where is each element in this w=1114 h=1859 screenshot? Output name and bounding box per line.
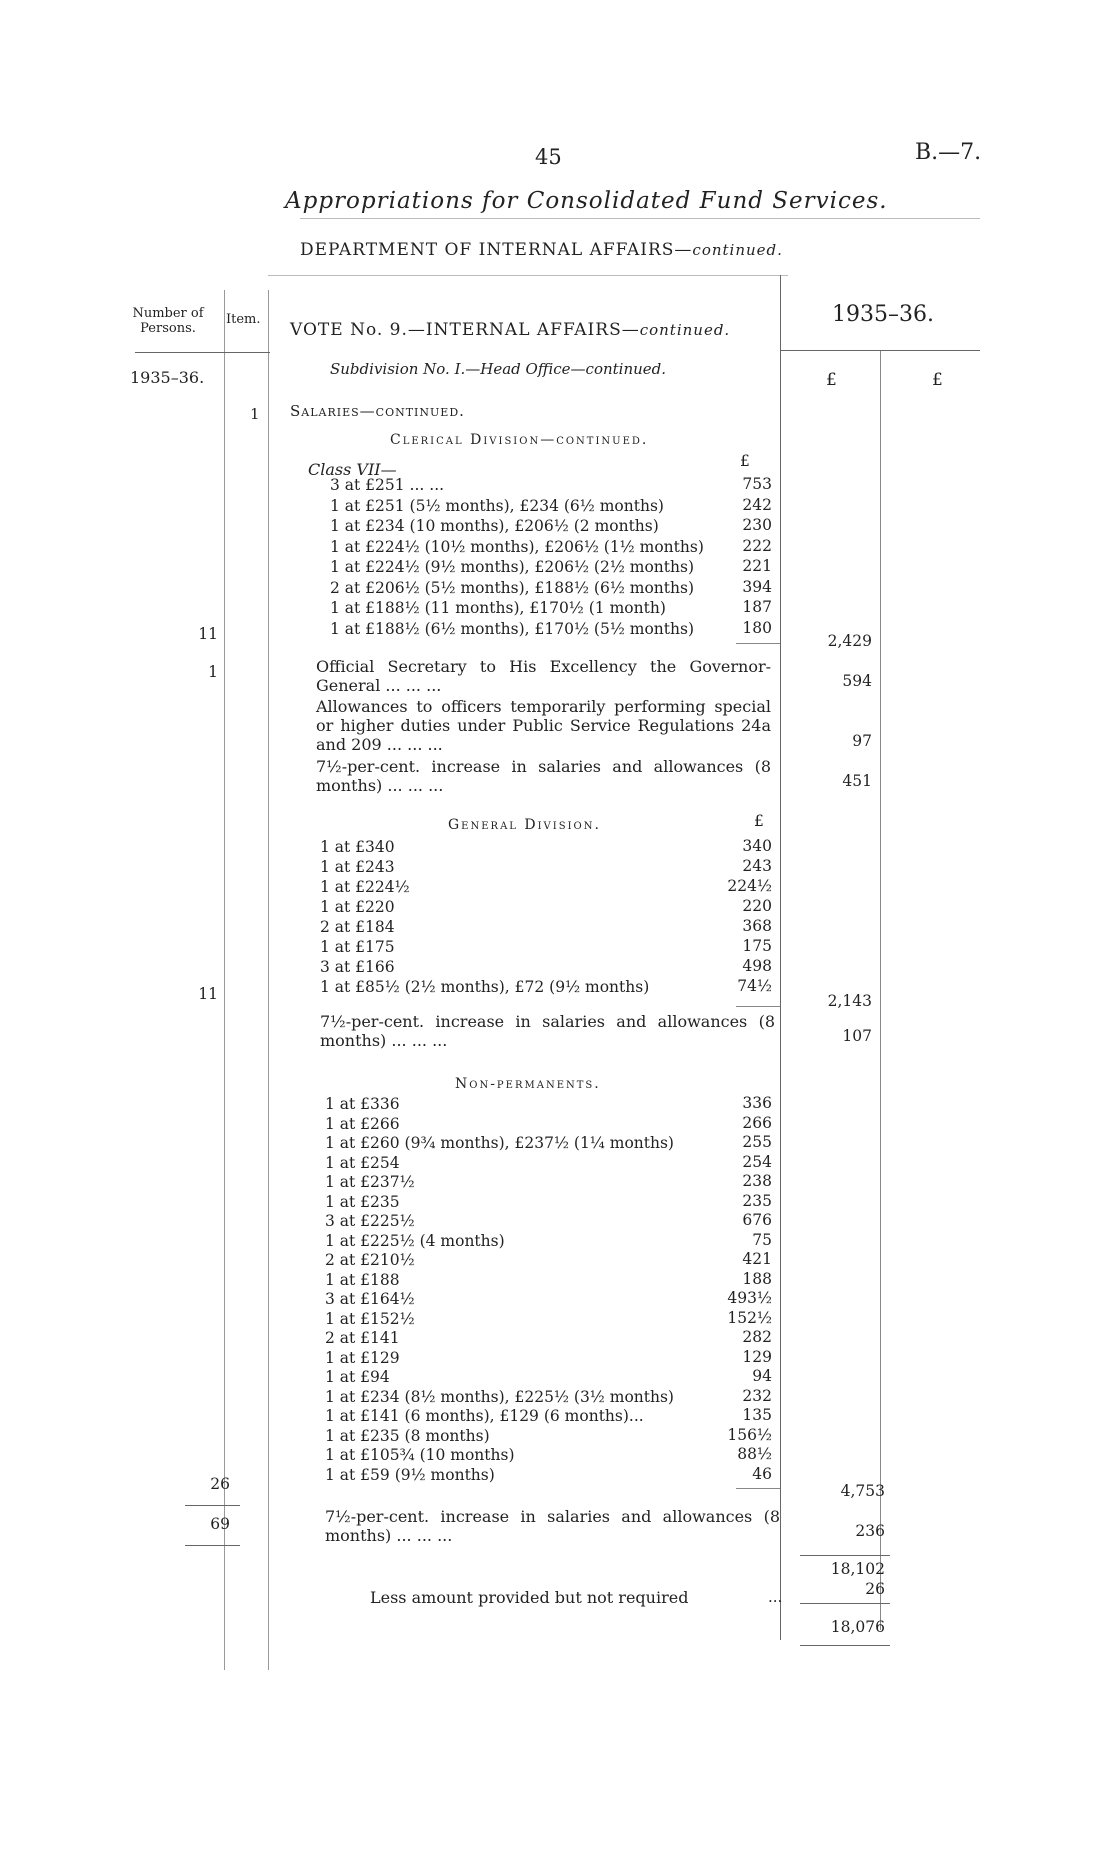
nonperm-row-text: 1 at £336 [325, 1095, 400, 1113]
clerical-row-value: 753 [742, 475, 772, 493]
general-row-value: 175 [742, 937, 772, 955]
nonperm-row-value: 235 [742, 1191, 772, 1210]
clerical-row-value: 222 [742, 536, 772, 555]
nonperm-row-text: 1 at £266 [325, 1114, 400, 1133]
column-rule-text [780, 275, 781, 1640]
nonperm-row-text: 1 at £235 [325, 1192, 400, 1211]
allowances-total: 97 [852, 732, 872, 750]
vote-heading: VOTE No. 9.—INTERNAL AFFAIRS—continued. [290, 320, 731, 340]
nonperm-row-value: 152½ [727, 1308, 772, 1327]
nonperm-row-value: 94 [752, 1367, 772, 1385]
nonperm-row-text: 2 at £141 [325, 1329, 400, 1347]
pound-symbol-2: £ [932, 370, 943, 390]
nonperm-total: 4,753 [840, 1482, 885, 1500]
item-number: 1 [250, 405, 260, 423]
less-amount: 26 [865, 1580, 885, 1598]
document-reference: B.—7. [915, 140, 982, 165]
secretary-line: Official Secretary to His Excellency the Governor-General ... ... ... [316, 657, 771, 695]
persons-sum-rule [185, 1505, 240, 1506]
year-left: 1935–36. [130, 368, 205, 387]
nonperm-row-value: 75 [752, 1230, 772, 1249]
general-row-value: 340 [742, 837, 772, 855]
general-row-text: 1 at £224½ [320, 878, 410, 896]
clerical-row-text: 1 at £188½ (6½ months), £170½ (5½ months) [330, 619, 695, 638]
clerical-sum-rule [736, 643, 780, 644]
column-rule-persons [224, 290, 225, 1670]
increase-line-1: 7½-per-cent. increase in salaries and allowances (8 months) ... ... ... [316, 757, 771, 795]
nonperm-row-value: 266 [742, 1113, 772, 1132]
header-item: Item. [226, 312, 261, 327]
general-row-value: 368 [742, 917, 772, 935]
clerical-row-value: 187 [742, 598, 772, 616]
nonperm-row-text: 1 at £237½ [325, 1173, 415, 1191]
secretary-persons: 1 [208, 663, 218, 681]
nonperm-row-value: 135 [742, 1406, 772, 1424]
total-persons: 69 [210, 1515, 230, 1533]
column-rule-item [268, 290, 269, 1670]
general-total: 2,143 [827, 992, 872, 1010]
nonperm-sum-rule [736, 1488, 780, 1489]
nonperm-row-value: 676 [742, 1211, 772, 1229]
clerical-pound: £ [740, 452, 750, 470]
clerical-row-text: 1 at £224½ (9½ months), £206½ (2½ months) [330, 558, 695, 576]
clerical-row-value: 180 [742, 618, 772, 637]
less-amount-label: Less amount provided but not required [370, 1588, 689, 1607]
class-heading: Class VII— [308, 460, 397, 479]
subtotal: 18,102 [830, 1560, 885, 1578]
general-row-text: 1 at £220 [320, 898, 395, 916]
header-number-of-persons: Number of Persons. [132, 306, 204, 336]
header-rule-right [780, 350, 980, 351]
clerical-row-value: 230 [742, 516, 772, 534]
header-rule-left [135, 352, 270, 353]
clerical-row-text: 2 at £206½ (5½ months), £188½ (6½ months) [330, 578, 695, 597]
nonperm-row-value: 156½ [727, 1425, 772, 1444]
year-heading: 1935–36. [832, 302, 934, 327]
nonperm-row-text: 1 at £234 (8½ months), £225½ (3½ months) [325, 1387, 674, 1406]
nonperm-row-text: 1 at £141 (6 months), £129 (6 months)... [325, 1407, 644, 1425]
general-row-text: 1 at £85½ (2½ months), £72 (9½ months) [320, 978, 650, 996]
nonperm-row-text: 1 at £105¾ (10 months) [325, 1446, 515, 1464]
general-row-text: 1 at £340 [320, 838, 395, 856]
clerical-row-text: 3 at £251 ... ... [330, 476, 445, 494]
nonperm-row-value: 88½ [737, 1445, 772, 1463]
nonperm-row-text: 1 at £225½ (4 months) [325, 1231, 505, 1250]
subtotal-rule [800, 1555, 890, 1556]
nonperm-heading: Non-permanents. [455, 1076, 601, 1092]
nonperm-row-value: 129 [742, 1347, 772, 1366]
nonperm-row-text: 3 at £164½ [325, 1290, 415, 1308]
general-row-text: 2 at £184 [320, 918, 395, 936]
department-heading: DEPARTMENT OF INTERNAL AFFAIRS—continued. [300, 240, 783, 260]
nonperm-row-value: 255 [742, 1133, 772, 1151]
nonperm-row-text: 3 at £225½ [325, 1212, 415, 1230]
nonperm-row-text: 1 at £152½ [325, 1309, 415, 1328]
general-sum-rule [736, 1006, 780, 1007]
dept-rule [268, 275, 788, 276]
increase-line-2: 7½-per-cent. increase in salaries and allowances (8 months) ... ... ... [320, 1012, 775, 1050]
increase-line-3: 7½-per-cent. increase in salaries and allowances (8 months) ... ... ... [325, 1507, 780, 1545]
page-title: Appropriations for Consolidated Fund Services. [285, 188, 888, 214]
nonperm-row-text: 1 at £94 [325, 1368, 390, 1386]
nonperm-row-value: 493½ [727, 1289, 772, 1307]
general-row-value: 220 [742, 897, 772, 915]
general-row-value: 243 [742, 857, 772, 875]
nonperm-row-value: 336 [742, 1094, 772, 1112]
grand-total-rule-top [800, 1603, 890, 1604]
general-row-value: 224½ [727, 877, 772, 895]
nonperm-row-text: 1 at £235 (8 months) [325, 1426, 490, 1445]
clerical-row-text: 1 at £251 (5½ months), £234 (6½ months) [330, 496, 664, 515]
subdivision-heading: Subdivision No. I.—Head Office—continued. [330, 360, 667, 378]
nonperm-row-text: 1 at £260 (9¾ months), £237½ (1¼ months) [325, 1134, 674, 1152]
page-number: 45 [535, 145, 562, 169]
nonperm-row-value: 282 [742, 1328, 772, 1346]
clerical-row-text: 1 at £234 (10 months), £206½ (2 months) [330, 517, 659, 535]
clerical-row-text: 1 at £188½ (11 months), £170½ (1 month) [330, 599, 666, 617]
grand-total: 18,076 [830, 1618, 885, 1636]
nonperm-row-value: 238 [742, 1172, 772, 1190]
nonperm-row-value: 188 [742, 1269, 772, 1288]
allowances-line: Allowances to officers temporarily performing special or higher duties under Public Service Regulations 24a and 209 ... ... ... [316, 697, 771, 754]
pound-symbol-1: £ [826, 370, 837, 390]
salaries-heading: Salaries—continued. [290, 402, 465, 420]
clerical-row-value: 221 [742, 557, 772, 575]
increase-total-3: 236 [855, 1522, 885, 1540]
nonperm-row-text: 1 at £188 [325, 1270, 400, 1289]
clerical-row-value: 394 [742, 577, 772, 596]
increase-total-2: 107 [842, 1027, 872, 1045]
persons-total-rule [185, 1545, 240, 1546]
general-row-text: 1 at £175 [320, 938, 395, 956]
less-amount-dots: ... [768, 1588, 783, 1606]
nonperm-row-value: 46 [752, 1464, 772, 1483]
general-row-text: 1 at £243 [320, 858, 395, 876]
nonperm-row-text: 1 at £254 [325, 1153, 400, 1172]
nonperm-persons: 26 [210, 1475, 230, 1493]
general-row-value: 74½ [737, 977, 772, 995]
general-row-value: 498 [742, 957, 772, 975]
general-row-text: 3 at £166 [320, 958, 395, 976]
nonperm-row-value: 232 [742, 1386, 772, 1405]
grand-total-rule-bottom [800, 1645, 890, 1646]
secretary-total: 594 [842, 672, 872, 690]
nonperm-row-value: 254 [742, 1152, 772, 1171]
clerical-heading: Clerical Division—continued. [390, 432, 649, 448]
clerical-row-value: 242 [742, 495, 772, 514]
clerical-total: 2,429 [827, 632, 872, 650]
nonperm-row-text: 1 at £59 (9½ months) [325, 1465, 495, 1484]
title-rule [300, 218, 980, 219]
nonperm-row-value: 421 [742, 1250, 772, 1268]
general-pound: £ [754, 812, 764, 830]
general-persons: 11 [198, 985, 218, 1003]
column-rule-amounts [880, 350, 881, 1630]
increase-total-1: 451 [842, 772, 872, 790]
clerical-row-text: 1 at £224½ (10½ months), £206½ (1½ months) [330, 537, 704, 556]
clerical-persons: 11 [198, 625, 218, 643]
general-heading: General Division. [448, 817, 601, 833]
nonperm-row-text: 2 at £210½ [325, 1251, 415, 1269]
nonperm-row-text: 1 at £129 [325, 1348, 400, 1367]
